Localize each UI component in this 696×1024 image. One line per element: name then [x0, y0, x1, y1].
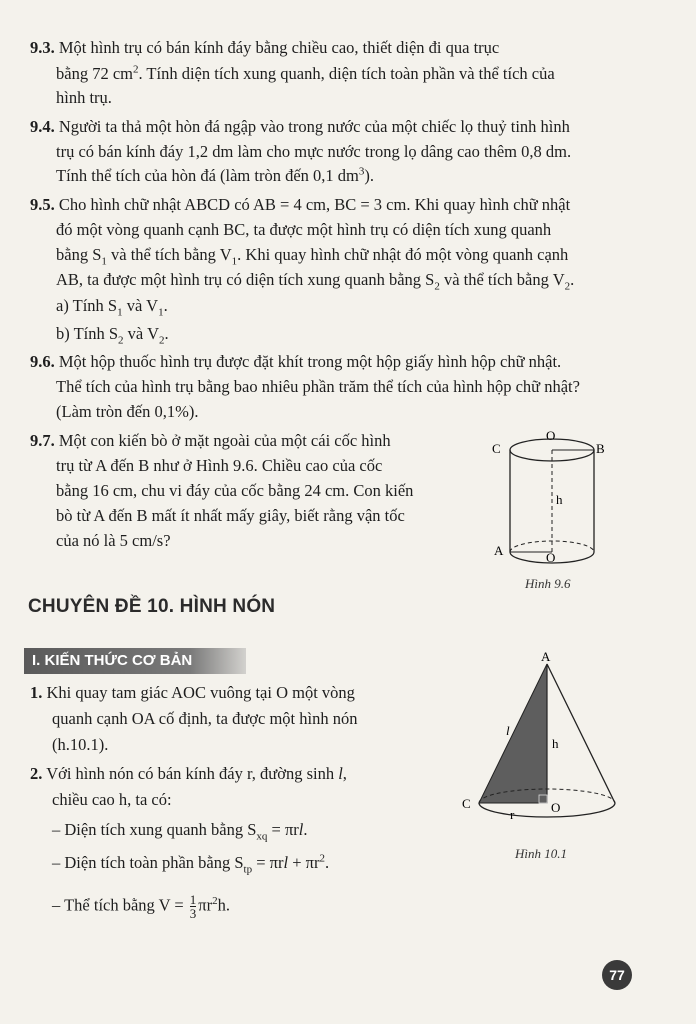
problem-9-5-part-b [56, 322, 169, 346]
text: Một con kiến bò ở mặt ngoài của một cái cốc hình [58, 431, 391, 450]
label-o-bottom: O [546, 550, 556, 565]
text: a) Tính S [56, 296, 118, 315]
label-a: A [541, 650, 551, 664]
problem-9-4-line-1 [30, 115, 570, 139]
text: ). [364, 166, 375, 185]
item-number: 2. [30, 764, 43, 783]
numerator: 1 [189, 892, 197, 907]
problem-9-4-line-3 [56, 164, 374, 188]
text: . [163, 296, 168, 315]
text: Khi quay tam giác AOC vuông tại O một vòng [46, 683, 355, 702]
text: . [570, 270, 575, 289]
text: bò từ A đến B mất ít nhất mấy giây, biết rằng vận tốc [56, 506, 405, 525]
theory-2-line-1 [30, 762, 347, 786]
problem-9-7-line-3 [56, 479, 413, 503]
text: . [164, 324, 169, 343]
problem-9-5-line-1 [30, 193, 570, 217]
formula-volume [52, 893, 230, 920]
text: hình trụ. [56, 88, 112, 107]
problem-number: 9.3. [30, 38, 55, 57]
label-c: C [462, 796, 471, 811]
theory-1-line-3 [52, 733, 108, 757]
text: trụ có bán kính đáy 1,2 dm làm cho mực nước trong lọ dâng cao thêm 0,8 dm. [56, 142, 572, 161]
text: (Làm tròn đến 0,1%). [56, 402, 199, 421]
label-r: r [510, 807, 515, 822]
superscript: 2 [212, 894, 218, 907]
text: . Khi quay hình chữ nhật đó một vòng quanh cạnh [237, 245, 569, 264]
figure-10-1-cone [452, 650, 622, 840]
item-number: 1. [30, 683, 43, 702]
subscript: 2 [434, 280, 440, 293]
problem-9-4-line-2 [56, 140, 571, 164]
text: – Thể tích bằng V = [52, 895, 188, 915]
text: . Tính diện tích xung quanh, diện tích toàn phần và thể tích của [138, 64, 555, 83]
cone-base-front [479, 803, 615, 817]
subscript: xq [256, 830, 268, 843]
text: và V [123, 324, 159, 343]
text: đó một vòng quanh cạnh BC, ta được một hình trụ có diện tích xung quanh [56, 220, 552, 239]
text: b) Tính S [56, 324, 119, 343]
superscript: 3 [358, 165, 365, 178]
subscript: 1 [101, 255, 107, 268]
subscript: tp [243, 863, 253, 876]
superscript: 2 [319, 852, 325, 865]
theory-2-line-2 [52, 788, 172, 812]
text: = πr [267, 820, 299, 839]
fraction-one-third [190, 893, 197, 920]
text: = πr [252, 853, 284, 872]
subscript: 2 [118, 334, 124, 347]
problem-9-5-part-a [56, 294, 168, 318]
label-l: l [506, 723, 510, 738]
problem-9-7-line-5 [56, 529, 171, 553]
subscript: 2 [159, 334, 165, 347]
subscript: 1 [231, 255, 238, 268]
problem-number: 9.5. [30, 195, 55, 214]
label-a: A [494, 543, 504, 558]
text: Cho hình chữ nhật ABCD có AB = 4 cm, BC = 3 cm. Khi quay hình chữ nhật [58, 195, 571, 214]
text: bằng 16 cm, chu vi đáy của cốc bằng 24 cm. Con kiến [56, 481, 414, 500]
text: . [303, 820, 308, 839]
problem-9-7-line-4 [56, 504, 405, 528]
problem-9-7-line-1 [30, 429, 391, 453]
theory-1-line-2 [52, 707, 357, 731]
cone-right-slant [547, 664, 615, 803]
text: h. [217, 895, 230, 915]
text: chiều cao h, ta có: [52, 790, 172, 809]
text: và V [122, 296, 159, 315]
page-number-badge: 77 [602, 960, 632, 990]
formula-total-area [52, 851, 329, 875]
cone-cross-section [479, 664, 547, 803]
text: và thể tích bằng V [439, 270, 565, 289]
label-o-top: O [546, 428, 556, 443]
problem-9-7-line-2 [56, 454, 382, 478]
text: của nó là 5 cm/s? [56, 531, 171, 550]
text: bằng S [56, 245, 102, 264]
text: trụ từ A đến B như ở Hình 9.6. Chiều cao của cốc [56, 456, 383, 475]
problem-number: 9.6. [30, 352, 55, 371]
label-b: B [596, 441, 605, 456]
subscript: 2 [564, 280, 571, 293]
text: Với hình nón có bán kính đáy r, đường sinh [46, 764, 339, 783]
italic-l: l [283, 853, 289, 872]
italic-l: l [298, 820, 304, 839]
problem-9-3-line-2 [56, 62, 555, 86]
text: Một hộp thuốc hình trụ được đặt khít trong một hộp giấy hình hộp chữ nhật. [58, 352, 562, 371]
problem-number: 9.7. [30, 431, 55, 450]
problem-9-5-line-3 [56, 243, 568, 267]
figure-9-6-caption: Hình 9.6 [525, 576, 571, 591]
text: Thể tích của hình trụ bằng bao nhiêu phần trăm thể tích của hình hộp chữ nhật? [56, 377, 580, 396]
text: Một hình trụ có bán kính đáy bằng chiều cao, thiết diện đi qua trục [58, 38, 500, 57]
problem-9-5-line-4 [56, 268, 574, 292]
formula-lateral-area [52, 818, 308, 842]
problem-9-6-line-2 [56, 375, 580, 399]
problem-9-3-line-1 [30, 36, 499, 60]
text: πr [198, 895, 213, 915]
subscript: 1 [158, 306, 164, 319]
text: – Diện tích xung quanh bằng S [52, 820, 257, 839]
label-c: C [492, 441, 501, 456]
subscript: 1 [117, 306, 123, 319]
superscript: 2 [132, 63, 139, 76]
label-h: h [552, 736, 559, 751]
text: AB, ta được một hình trụ có diện tích xung quanh bằng S [56, 270, 435, 289]
text: , [342, 764, 347, 783]
text: (h.10.1). [52, 735, 109, 754]
section-banner: I. KIẾN THỨC CƠ BẢN [24, 648, 246, 674]
text: Tính thể tích của hòn đá (làm tròn đến 0,1 dm [56, 166, 359, 185]
figure-9-6-cylinder [488, 426, 618, 576]
label-o: O [551, 800, 561, 815]
problem-9-6-line-3 [56, 400, 199, 424]
problem-9-6-line-1 [30, 350, 561, 374]
figure-10-1-caption: Hình 10.1 [515, 846, 567, 861]
text: + πr [288, 853, 320, 872]
text: Người ta thả một hòn đá ngập vào trong nước của một chiếc lọ thuỷ tinh hình [58, 117, 570, 136]
text: . [324, 853, 330, 872]
label-h: h [556, 492, 563, 507]
text: bằng 72 cm [56, 64, 133, 83]
problem-9-5-line-2 [56, 218, 551, 242]
problem-number: 9.4. [30, 117, 55, 136]
chapter-title: CHUYÊN ĐỀ 10. HÌNH NÓN [28, 596, 276, 617]
theory-1-line-1 [30, 681, 355, 705]
denominator: 3 [189, 906, 197, 921]
problem-9-3-line-3 [56, 86, 112, 110]
text: – Diện tích toàn phần bằng S [52, 853, 244, 872]
italic-l: l [338, 764, 343, 783]
text: và thể tích bằng V [106, 245, 232, 264]
text: quanh cạnh OA cố định, ta được một hình nón [52, 709, 358, 728]
